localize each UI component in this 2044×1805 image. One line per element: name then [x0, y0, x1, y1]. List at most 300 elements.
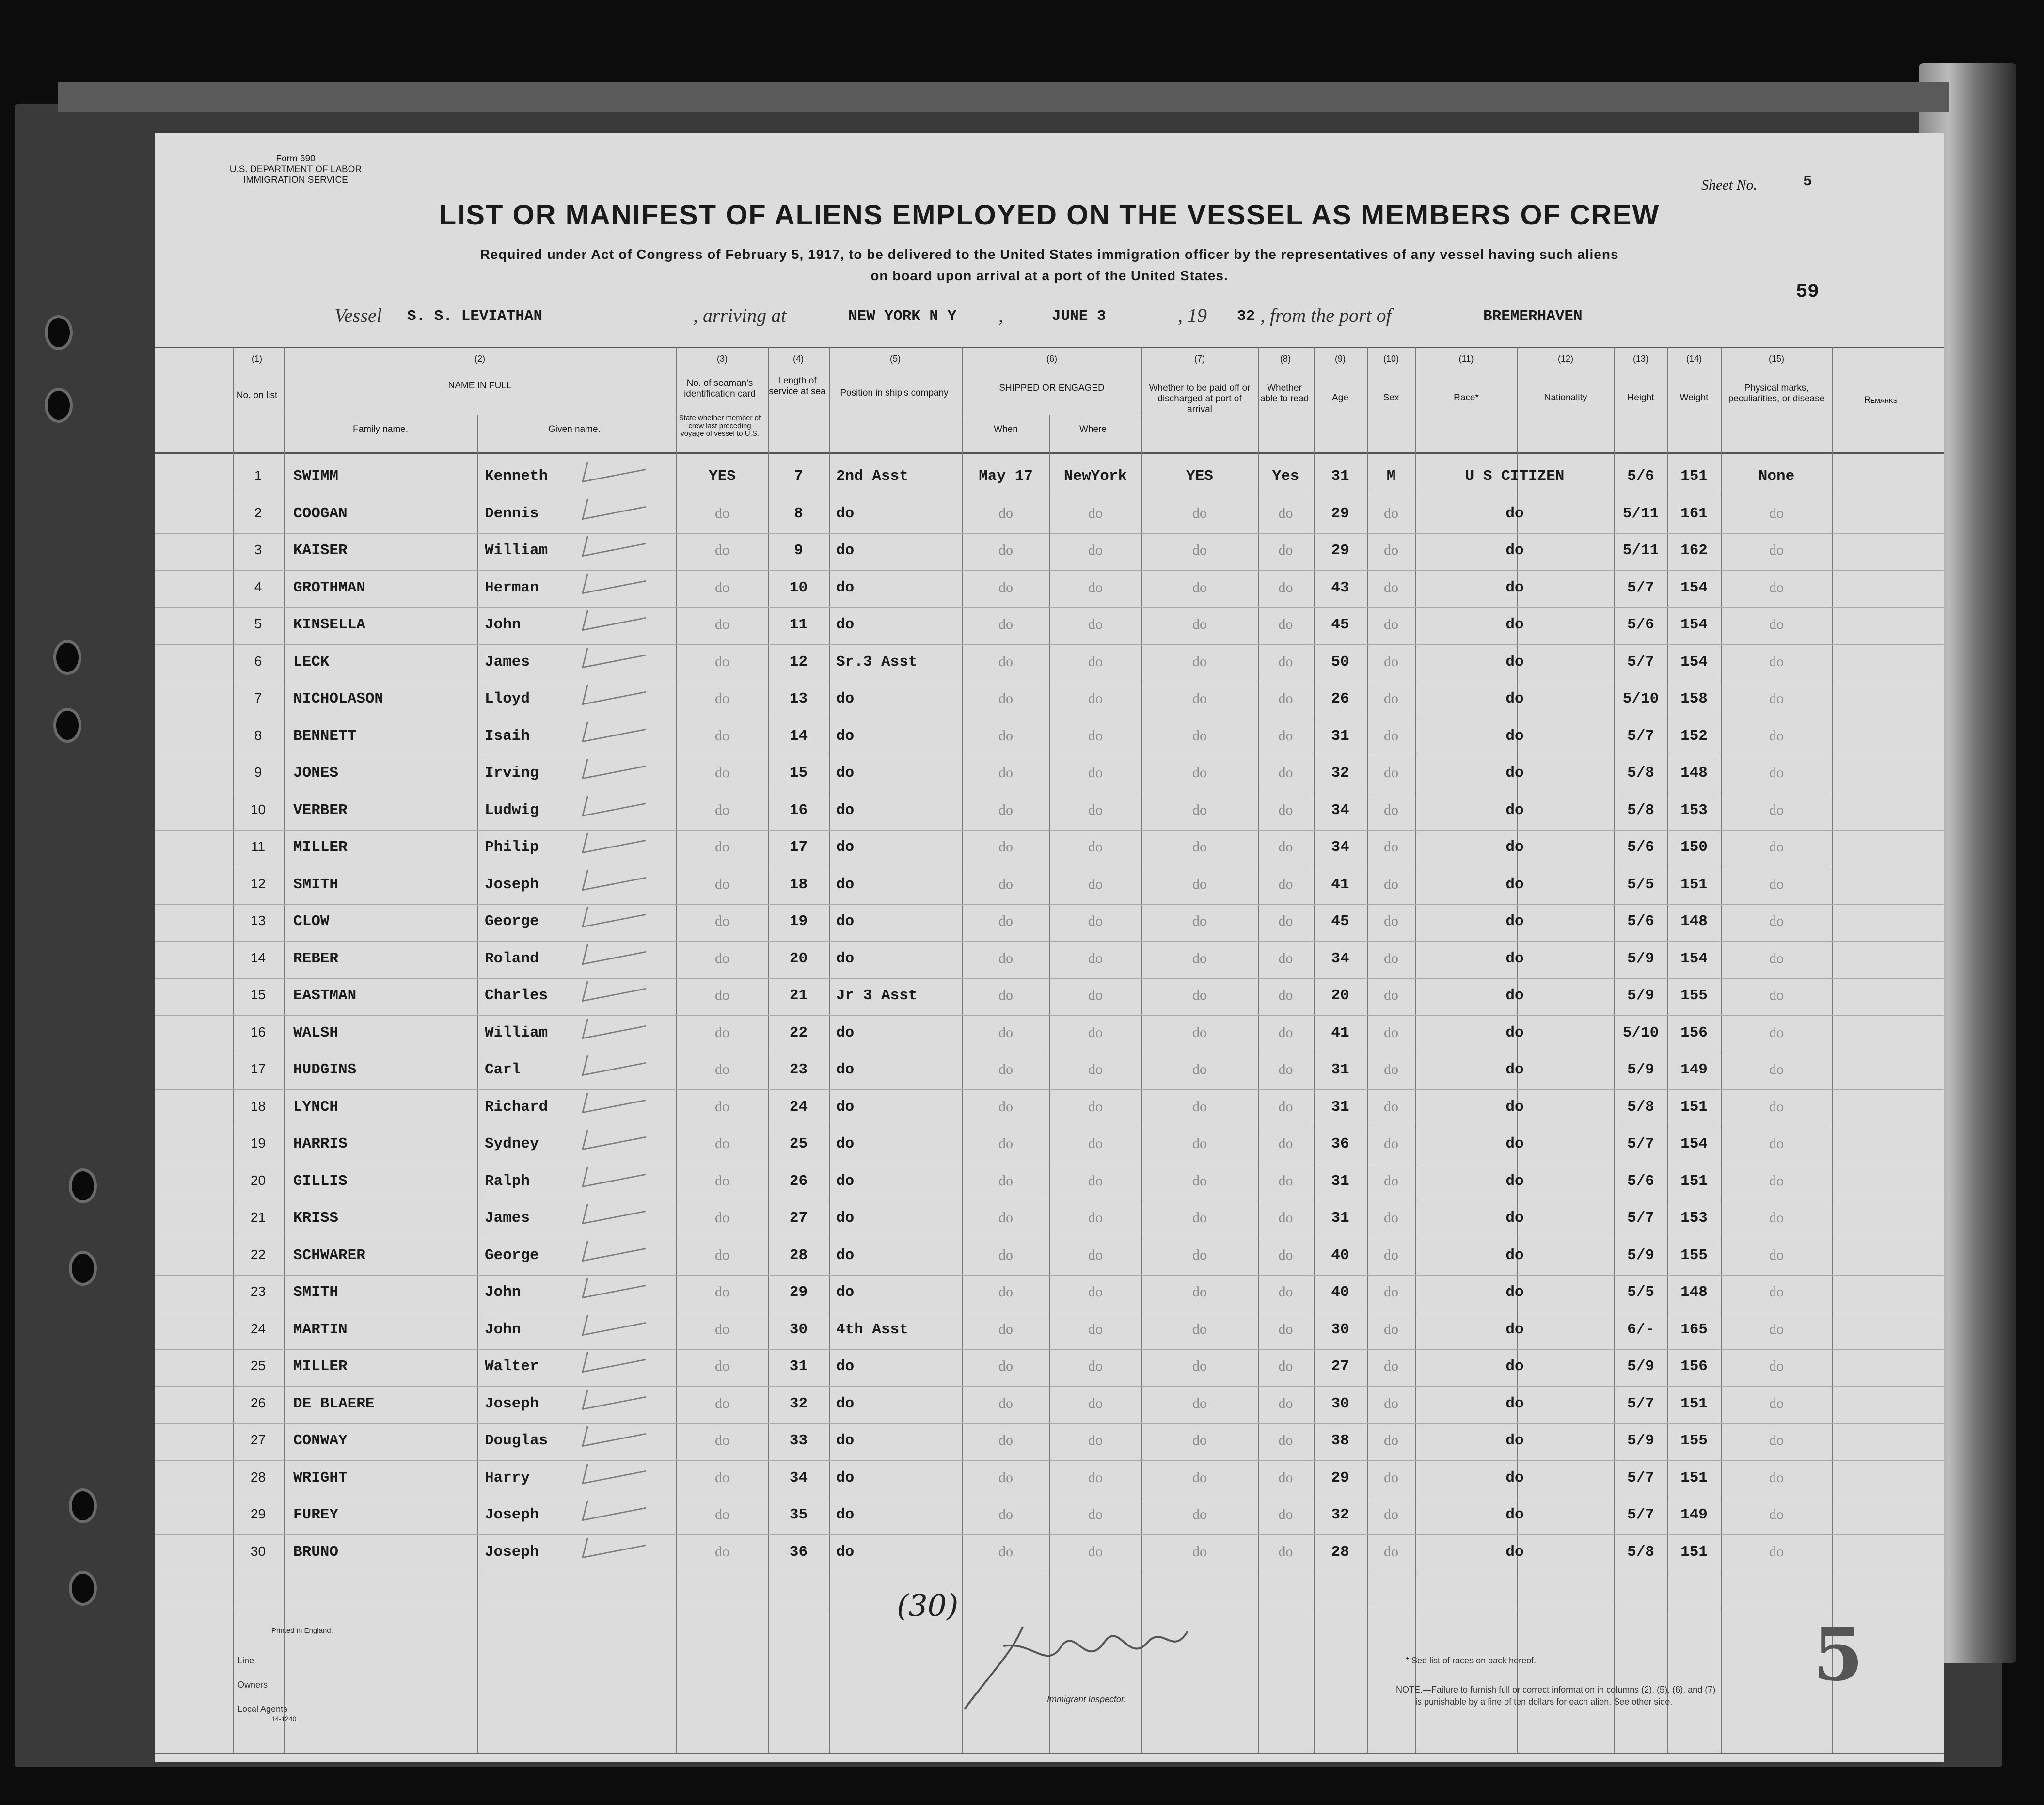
able-to-read: do — [1278, 801, 1293, 818]
year-label: , 19 — [1178, 304, 1207, 326]
weight: 161 — [1680, 505, 1708, 522]
length-of-service: 17 — [789, 839, 808, 856]
row-number: 23 — [250, 1284, 266, 1299]
given-name: William — [485, 542, 548, 559]
ship-position: do — [836, 801, 855, 819]
ship-position: 4th Asst — [836, 1321, 908, 1338]
age: 26 — [1331, 690, 1349, 707]
height: 6/- — [1627, 1321, 1654, 1338]
height: 5/6 — [1627, 1172, 1654, 1190]
paid-off: do — [1192, 727, 1207, 744]
paid-off: do — [1192, 950, 1207, 966]
column-number: (5) — [890, 354, 901, 364]
weight: 148 — [1680, 1284, 1708, 1301]
shipped-when: do — [998, 1506, 1013, 1522]
shipped-where: do — [1088, 1432, 1103, 1448]
printed-in-note: Printed in England. — [271, 1627, 333, 1635]
column-number: (6) — [1046, 354, 1057, 364]
shipped-where: do — [1088, 1024, 1103, 1040]
height: 5/9 — [1627, 950, 1654, 967]
column-number: (15) — [1768, 354, 1784, 364]
able-to-read: do — [1278, 505, 1293, 521]
given-name: Richard — [485, 1098, 548, 1116]
able-to-read: do — [1278, 765, 1293, 781]
able-to-read: do — [1278, 1469, 1293, 1486]
length-of-service: 30 — [789, 1321, 808, 1338]
ship-position: do — [836, 690, 855, 707]
row-rule — [155, 1275, 1944, 1276]
sex: do — [1384, 653, 1398, 670]
physical-marks: do — [1769, 1321, 1784, 1337]
length-of-service: 13 — [789, 690, 808, 707]
weight: 156 — [1680, 1358, 1708, 1375]
paid-off: do — [1192, 801, 1207, 818]
inspector-signature — [955, 1612, 1207, 1724]
shipped-when: do — [998, 1432, 1013, 1448]
length-of-service: 23 — [789, 1061, 808, 1078]
height: 5/7 — [1627, 1135, 1654, 1152]
given-name: Philip — [485, 839, 539, 856]
weight: 151 — [1680, 1469, 1708, 1486]
age: 50 — [1331, 653, 1349, 671]
sex: do — [1384, 616, 1398, 632]
header-weight: Weight — [1680, 393, 1709, 403]
sex: do — [1384, 1469, 1398, 1486]
race: do — [1505, 505, 1524, 522]
shipped-where: do — [1088, 1543, 1103, 1560]
header-when: When — [994, 424, 1018, 434]
header-given-name: Given name. — [548, 424, 601, 434]
arrival-port: NEW YORK N Y — [848, 308, 957, 325]
family-name: LYNCH — [293, 1098, 339, 1116]
shipped-when: do — [998, 801, 1013, 818]
weight: 151 — [1680, 1172, 1708, 1190]
row-number: 17 — [250, 1061, 266, 1076]
races-footnote: * See list of races on back hereof. — [1406, 1656, 1537, 1665]
family-name: FUREY — [293, 1506, 339, 1523]
family-name: NICHOLASON — [293, 690, 384, 707]
family-name: EASTMAN — [293, 987, 357, 1004]
age: 31 — [1331, 1172, 1349, 1190]
department-name: U.S. DEPARTMENT OF LABOR — [229, 164, 362, 175]
row-number: 14 — [250, 950, 266, 965]
ship-position: do — [836, 913, 855, 930]
paid-off: do — [1192, 913, 1207, 929]
ship-position: do — [836, 1432, 855, 1449]
shipped-when: do — [998, 542, 1013, 558]
length-of-service: 18 — [789, 876, 808, 893]
row-rule — [155, 1423, 1944, 1424]
ship-position: do — [836, 1210, 855, 1227]
weight: 151 — [1680, 1395, 1708, 1412]
sex: do — [1384, 950, 1398, 966]
height: 5/9 — [1627, 987, 1654, 1004]
column-number: (1) — [252, 354, 262, 364]
age: 31 — [1331, 1098, 1349, 1116]
ship-position: do — [836, 839, 855, 856]
prior-voyage: do — [715, 1284, 729, 1300]
row-rule — [155, 644, 1944, 645]
length-of-service: 27 — [789, 1210, 808, 1227]
race: do — [1505, 1543, 1524, 1561]
age: 20 — [1331, 987, 1349, 1004]
given-name: Isaih — [485, 727, 530, 745]
prior-voyage: do — [715, 1395, 729, 1411]
family-name: HARRIS — [293, 1135, 348, 1152]
local-agents-label: Local Agents — [238, 1704, 288, 1714]
binder-hole — [53, 640, 81, 675]
physical-marks: do — [1769, 1098, 1784, 1115]
weight: 155 — [1680, 1246, 1708, 1264]
able-to-read: do — [1278, 950, 1293, 966]
weight: 165 — [1680, 1321, 1708, 1338]
row-number: 5 — [254, 616, 262, 631]
header-family-name: Family name. — [352, 424, 409, 434]
height: 5/8 — [1627, 1543, 1654, 1561]
shipped-where: do — [1088, 1061, 1103, 1077]
given-name: Lloyd — [485, 690, 530, 707]
sex: do — [1384, 579, 1398, 595]
prior-voyage: do — [715, 801, 729, 818]
age: 34 — [1331, 950, 1349, 967]
length-of-service: 20 — [789, 950, 808, 967]
shipped-when: do — [998, 1135, 1013, 1151]
height: 5/10 — [1622, 690, 1659, 707]
weight: 155 — [1680, 987, 1708, 1004]
weight: 155 — [1680, 1432, 1708, 1449]
column-rule — [829, 347, 830, 1753]
prior-voyage: do — [715, 505, 729, 521]
prior-voyage: do — [715, 1246, 729, 1263]
shipped-when: do — [998, 913, 1013, 929]
ship-position: do — [836, 1506, 855, 1523]
penalty-note-line-1: NOTE.—Failure to furnish full or correct information in columns (2), (5), (6), and (7) — [1396, 1685, 1716, 1694]
prior-voyage: do — [715, 1098, 729, 1115]
shipped-when: do — [998, 1543, 1013, 1560]
row-number: 3 — [254, 542, 262, 557]
sex: do — [1384, 1543, 1398, 1560]
given-name: Irving — [485, 765, 539, 782]
subtitle-line-1: Required under Act of Congress of February 5, 1917, to be delivered to the United States immigration officer by the representatives of any vessel having such aliens — [480, 247, 1619, 262]
ship-position: do — [836, 727, 855, 745]
column-number: (2) — [475, 354, 485, 364]
prior-voyage: do — [715, 1024, 729, 1040]
row-number: 27 — [250, 1432, 266, 1447]
sex: do — [1384, 1172, 1398, 1189]
header-physical-marks: Physical marks, peculiarities, or disease — [1728, 383, 1825, 404]
sex: do — [1384, 1061, 1398, 1077]
length-of-service: 24 — [789, 1098, 808, 1116]
table-bottom-rule — [155, 1753, 1944, 1754]
age: 41 — [1331, 876, 1349, 893]
paid-off: do — [1192, 1135, 1207, 1151]
column-number: (3) — [717, 354, 728, 364]
row-number: 20 — [250, 1172, 266, 1188]
row-number: 24 — [250, 1321, 266, 1336]
height: 5/8 — [1627, 765, 1654, 782]
shipped-where: do — [1088, 616, 1103, 632]
ship-position: Jr 3 Asst — [836, 987, 918, 1004]
prior-voyage: do — [715, 1432, 729, 1448]
binder-hole — [69, 1488, 97, 1523]
age: 30 — [1331, 1395, 1349, 1412]
family-name: GROTHMAN — [293, 579, 365, 596]
able-to-read: do — [1278, 913, 1293, 929]
race: do — [1505, 1358, 1524, 1375]
sex: do — [1384, 505, 1398, 521]
shipped-when: do — [998, 653, 1013, 670]
given-name: Roland — [485, 950, 539, 967]
row-number: 18 — [250, 1098, 266, 1114]
binder-hole — [69, 1168, 97, 1203]
row-number: 28 — [250, 1469, 266, 1485]
given-name: Harry — [485, 1469, 530, 1486]
physical-marks: do — [1769, 1395, 1784, 1411]
row-number: 22 — [250, 1246, 266, 1262]
column-number: (10) — [1383, 354, 1399, 364]
able-to-read: do — [1278, 987, 1293, 1003]
sex: do — [1384, 801, 1398, 818]
sex: do — [1384, 913, 1398, 929]
able-to-read: do — [1278, 727, 1293, 744]
length-of-service: 36 — [789, 1543, 808, 1561]
sex: do — [1384, 1246, 1398, 1263]
age: 45 — [1331, 913, 1349, 930]
weight: 150 — [1680, 839, 1708, 856]
height: 5/10 — [1622, 1024, 1659, 1041]
physical-marks: do — [1769, 1210, 1784, 1226]
sex: do — [1384, 1210, 1398, 1226]
column-number: (7) — [1194, 354, 1205, 364]
prior-voyage: do — [715, 950, 729, 966]
ship-position: do — [836, 950, 855, 967]
paid-off: do — [1192, 1469, 1207, 1486]
able-to-read: do — [1278, 1543, 1293, 1560]
race: do — [1505, 727, 1524, 745]
row-number: 6 — [254, 653, 262, 669]
vessel-label: Vessel — [334, 304, 382, 326]
shipped-where: do — [1088, 765, 1103, 781]
shipped-when: do — [998, 1284, 1013, 1300]
physical-marks: do — [1769, 913, 1784, 929]
arrival-year: 32 — [1237, 308, 1255, 325]
able-to-read: do — [1278, 1024, 1293, 1040]
header-no-on-list: No. on list — [236, 390, 278, 400]
shipped-when: do — [998, 1024, 1013, 1040]
family-name: KRISS — [293, 1210, 339, 1227]
race: do — [1505, 876, 1524, 893]
able-to-read: Yes — [1272, 468, 1299, 485]
physical-marks: do — [1769, 727, 1784, 744]
age: 31 — [1331, 468, 1349, 485]
race: do — [1505, 1098, 1524, 1116]
height: 5/9 — [1627, 1432, 1654, 1449]
row-number: 13 — [250, 913, 266, 928]
age: 29 — [1331, 505, 1349, 522]
binder-hole — [69, 1571, 97, 1606]
family-name: MILLER — [293, 839, 348, 856]
shipped-when: do — [998, 987, 1013, 1003]
header-height: Height — [1627, 393, 1654, 403]
shipped-where: do — [1088, 1098, 1103, 1115]
able-to-read: do — [1278, 616, 1293, 632]
family-name: HUDGINS — [293, 1061, 357, 1078]
paid-off: YES — [1186, 468, 1213, 485]
prior-voyage: do — [715, 616, 729, 632]
given-name: Walter — [485, 1358, 539, 1375]
prior-voyage: do — [715, 765, 729, 781]
able-to-read: do — [1278, 1246, 1293, 1263]
shipped-where: NewYork — [1063, 468, 1127, 485]
given-name: Charles — [485, 987, 548, 1004]
row-number: 30 — [250, 1543, 266, 1559]
shipped-when: do — [998, 1246, 1013, 1263]
from-port-label: , from the port of — [1260, 304, 1392, 326]
row-number: 2 — [254, 505, 262, 520]
given-name: Kenneth — [485, 468, 548, 485]
sex: do — [1384, 1432, 1398, 1448]
family-name: CONWAY — [293, 1432, 348, 1449]
given-name: Joseph — [485, 876, 539, 893]
length-of-service: 21 — [789, 987, 808, 1004]
document-title: LIST OR MANIFEST OF ALIENS EMPLOYED ON THE VESSEL AS MEMBERS OF CREW — [439, 199, 1660, 231]
paid-off: do — [1192, 839, 1207, 855]
prior-voyage: do — [715, 1172, 729, 1189]
paid-off: do — [1192, 1172, 1207, 1189]
age: 34 — [1331, 839, 1349, 856]
prior-voyage: do — [715, 690, 729, 706]
physical-marks: do — [1769, 653, 1784, 670]
length-of-service: 11 — [789, 616, 808, 633]
shipped-when: May 17 — [979, 468, 1033, 485]
weight: 149 — [1680, 1061, 1708, 1078]
row-number: 16 — [250, 1024, 266, 1039]
prior-voyage: do — [715, 579, 729, 595]
family-name: WRIGHT — [293, 1469, 348, 1486]
header-name-in-full: NAME IN FULL — [448, 381, 512, 391]
family-name: BENNETT — [293, 727, 357, 745]
header-shipped-engaged: SHIPPED OR ENGAGED — [999, 383, 1105, 393]
ship-position: do — [836, 1098, 855, 1116]
family-name: CLOW — [293, 913, 330, 930]
ship-position: do — [836, 1358, 855, 1375]
shipped-when: do — [998, 690, 1013, 706]
physical-marks: do — [1769, 987, 1784, 1003]
given-name: Sydney — [485, 1135, 539, 1152]
shipped-where: do — [1088, 913, 1103, 929]
physical-marks: do — [1769, 1358, 1784, 1374]
given-name: Joseph — [485, 1395, 539, 1412]
ship-position: do — [836, 1543, 855, 1561]
age: 38 — [1331, 1432, 1349, 1449]
age: 40 — [1331, 1284, 1349, 1301]
prior-voyage: do — [715, 1061, 729, 1077]
row-number: 8 — [254, 727, 262, 743]
length-of-service: 26 — [789, 1172, 808, 1190]
row-number: 10 — [250, 801, 266, 817]
sex: do — [1384, 1098, 1398, 1115]
paid-off: do — [1192, 1284, 1207, 1300]
race: do — [1505, 616, 1524, 633]
weight: 153 — [1680, 1210, 1708, 1227]
physical-marks: do — [1769, 1246, 1784, 1263]
shipped-where: do — [1088, 1172, 1103, 1189]
physical-marks: do — [1769, 1432, 1784, 1448]
column-number: (11) — [1458, 354, 1474, 364]
race: do — [1505, 579, 1524, 596]
race: do — [1505, 1395, 1524, 1412]
shipped-when: do — [998, 1172, 1013, 1189]
able-to-read: do — [1278, 690, 1293, 706]
height: 5/6 — [1627, 616, 1654, 633]
sex: do — [1384, 1506, 1398, 1522]
length-of-service: 33 — [789, 1432, 808, 1449]
race: do — [1505, 1469, 1524, 1486]
height: 5/5 — [1627, 876, 1654, 893]
form-code: 14-1240 — [271, 1715, 297, 1723]
shipped-when: do — [998, 1395, 1013, 1411]
ship-position: do — [836, 1172, 855, 1190]
able-to-read: do — [1278, 1432, 1293, 1448]
shipped-when: do — [998, 505, 1013, 521]
family-name: SWIMM — [293, 468, 339, 485]
prior-voyage: do — [715, 1469, 729, 1486]
length-of-service: 34 — [789, 1469, 808, 1486]
prior-voyage: do — [715, 1358, 729, 1374]
sex: do — [1384, 765, 1398, 781]
race: do — [1505, 987, 1524, 1004]
length-of-service: 14 — [789, 727, 808, 745]
vessel-name: S. S. LEVIATHAN — [407, 308, 543, 325]
height: 5/11 — [1622, 505, 1659, 522]
family-name: JONES — [293, 765, 339, 782]
length-of-service: 8 — [794, 505, 803, 522]
shipped-where: do — [1088, 1321, 1103, 1337]
able-to-read: do — [1278, 1506, 1293, 1522]
height: 5/8 — [1627, 801, 1654, 819]
race: do — [1505, 542, 1524, 559]
row-number: 12 — [250, 876, 266, 891]
row-number: 4 — [254, 579, 262, 594]
ship-position: do — [836, 542, 855, 559]
height: 5/8 — [1627, 1098, 1654, 1116]
shipped-where: do — [1088, 1284, 1103, 1300]
physical-marks: do — [1769, 1061, 1784, 1077]
ship-position: do — [836, 1024, 855, 1041]
age: 36 — [1331, 1135, 1349, 1152]
given-name: John — [485, 616, 521, 633]
given-name: Dennis — [485, 505, 539, 522]
shipped-when: do — [998, 1098, 1013, 1115]
shipped-where: do — [1088, 1506, 1103, 1522]
form-header — [223, 154, 368, 186]
ship-position: do — [836, 1246, 855, 1264]
physical-marks: do — [1769, 1172, 1784, 1189]
age: 29 — [1331, 1469, 1349, 1486]
weight: 148 — [1680, 913, 1708, 930]
length-of-service: 16 — [789, 801, 808, 819]
able-to-read: do — [1278, 1172, 1293, 1189]
prior-voyage: do — [715, 1543, 729, 1560]
race: do — [1505, 1321, 1524, 1338]
paid-off: do — [1192, 1210, 1207, 1226]
shipped-when: do — [998, 1210, 1013, 1226]
sex: do — [1384, 1395, 1398, 1411]
given-name: Douglas — [485, 1432, 548, 1449]
ship-position: do — [836, 1135, 855, 1152]
family-name: SMITH — [293, 876, 339, 893]
shipped-when: do — [998, 765, 1013, 781]
